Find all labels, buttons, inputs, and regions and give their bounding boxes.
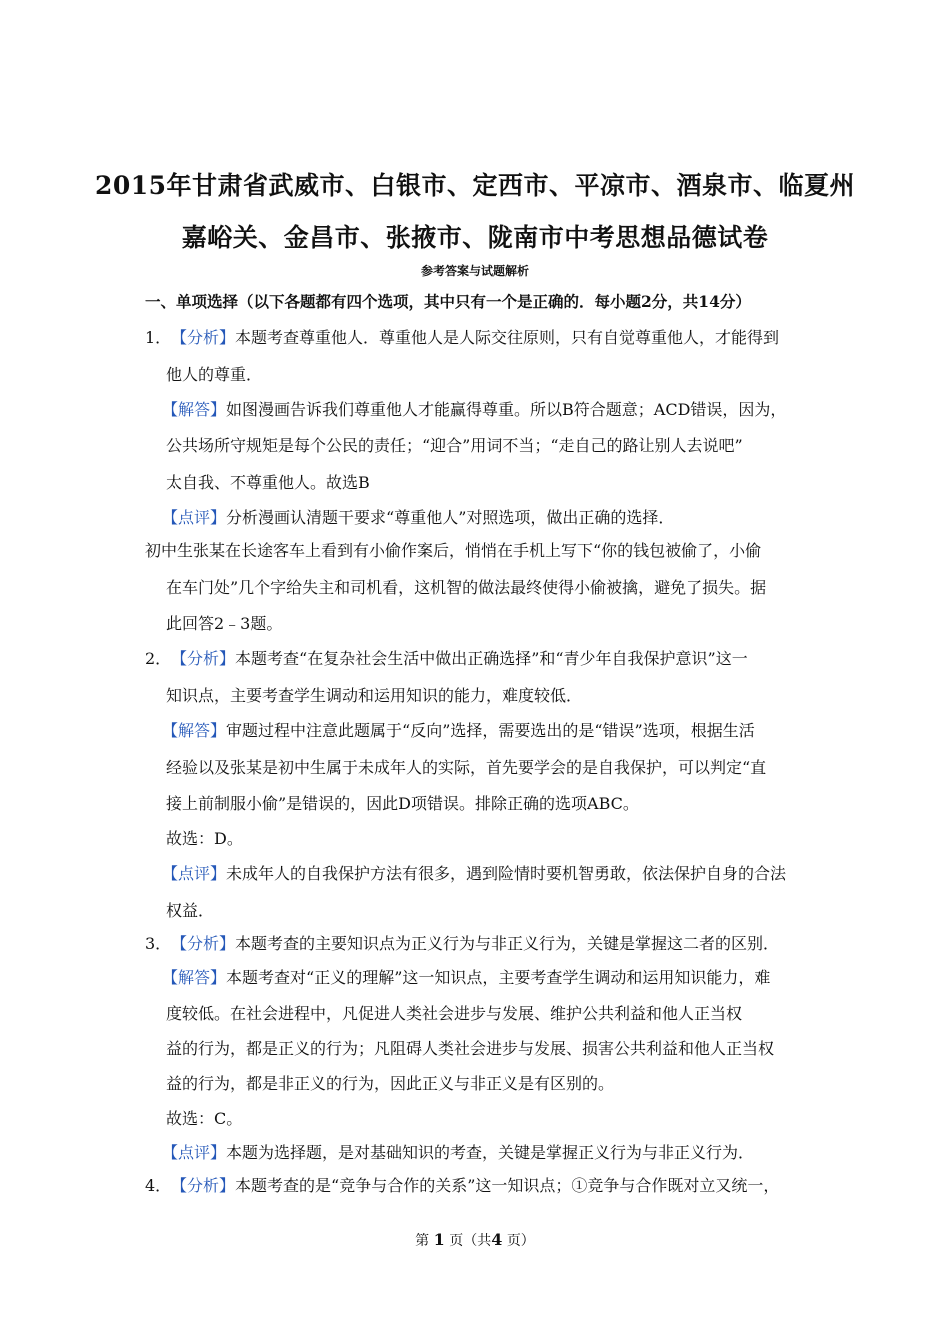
analysis-tag: 【分析】	[171, 934, 236, 953]
q1-analysis-line: 他人的尊重．	[166, 365, 263, 384]
section-heading: 一、单项选择（以下各题都有四个选项，其中只有一个是正确的．每小题2分，共14分）	[145, 292, 751, 311]
q3-answer-line	[162, 965, 770, 988]
q2-answer-line	[162, 718, 755, 741]
footer-prefix: 第	[415, 1233, 430, 1249]
q1-answer-line	[162, 397, 786, 420]
q2-number: 2．	[145, 649, 172, 668]
comment-tag: 【点评】	[162, 864, 227, 883]
answer-tag: 【解答】	[162, 968, 227, 987]
footer-suffix: 页）	[506, 1233, 535, 1249]
q1-comment-line	[162, 505, 674, 528]
q3-answer-text: 本题考查对“正义的理解”这一知识点，主要考查学生调动和运用知识能力，难	[226, 968, 771, 987]
q3-choice: 故选：C。	[166, 1109, 243, 1128]
q2-comment-line: 权益．	[166, 901, 215, 920]
q4-analysis-line	[145, 1173, 779, 1196]
q2-analysis-line	[145, 646, 748, 669]
q1-comment-text: 分析漫画认清题干要求“尊重他人”对照选项，做出正确的选择．	[226, 508, 675, 527]
document-title-line-2: 嘉峪关、金昌市、张掖市、陇南市中考思想品德试卷	[181, 223, 769, 252]
q1-analysis-line	[145, 325, 779, 348]
q4-number: 4．	[145, 1176, 172, 1195]
q1-number: 1．	[145, 328, 172, 347]
total-page-count: 4	[491, 1230, 503, 1249]
comment-tag: 【点评】	[162, 1143, 227, 1162]
intro-line: 初中生张某在长途客车上看到有小偷作案后，悄悄在手机上写下“你的钱包被偷了，小偷	[145, 541, 762, 560]
q2-analysis-line: 知识点，主要考查学生调动和运用知识的能力，难度较低．	[166, 686, 583, 705]
q1-answer-text: 如图漫画告诉我们尊重他人才能赢得尊重。所以B符合题意；ACD错误，因为，	[226, 400, 787, 419]
q2-comment-text: 未成年人的自我保护方法有很多，遇到险情时要机智勇敢，依法保护自身的合法	[226, 864, 787, 883]
intro-line: 在车门处”几个字给失主和司机看，这机智的做法最终使得小偷被擒，避免了损失。据	[166, 578, 767, 597]
answer-tag: 【解答】	[162, 721, 227, 740]
q3-answer-line: 度较低。在社会进程中，凡促进人类社会进步与发展、维护公共利益和他人正当权	[166, 1004, 743, 1023]
comment-tag: 【点评】	[162, 508, 227, 527]
q1-analysis-text: 本题考查尊重他人．尊重他人是人际交往原则，只有自觉尊重他人，才能得到	[235, 328, 780, 347]
intro-line: 此回答2﹣3题。	[166, 614, 283, 633]
q1-answer-line: 公共场所守规矩是每个公民的责任；“迎合”用词不当；“走自己的路让别人去说吧”	[166, 436, 743, 455]
answer-tag: 【解答】	[162, 400, 227, 419]
q4-analysis-text: 本题考查的是“竞争与合作的关系”这一知识点；①竞争与合作既对立又统一，	[235, 1176, 780, 1195]
page-footer	[0, 1230, 950, 1250]
document-subtitle: 参考答案与试题解析	[420, 264, 529, 278]
q2-comment-line	[162, 861, 786, 884]
analysis-tag: 【分析】	[171, 328, 236, 347]
analysis-tag: 【分析】	[171, 649, 236, 668]
analysis-tag: 【分析】	[171, 1176, 236, 1195]
q1-answer-line: 太自我、不尊重他人。故选B	[166, 473, 370, 492]
footer-middle: 页（共	[449, 1233, 492, 1249]
q2-analysis-text: 本题考查“在复杂社会生活中做出正确选择”和“青少年自我保护意识”这一	[235, 649, 748, 668]
q3-comment-line	[162, 1140, 754, 1163]
q2-answer-text: 审题过程中注意此题属于“反向”选择，需要选出的是“错误”选项，根据生活	[226, 721, 755, 740]
q3-analysis-line	[145, 931, 779, 954]
q3-analysis-text: 本题考查的主要知识点为正义行为与非正义行为，关键是掌握这二者的区别．	[235, 934, 780, 953]
document-title-line-1: 2015年甘肃省武威市、白银市、定西市、平凉市、酒泉市、临夏州	[94, 171, 856, 200]
q2-choice: 故选：D。	[166, 829, 243, 848]
q2-answer-line: 经验以及张某是初中生属于未成年人的实际，首先要学会的是自我保护，可以判定“直	[166, 758, 767, 777]
q3-number: 3．	[145, 934, 172, 953]
q2-answer-line: 接上前制服小偷”是错误的，因此D项错误。排除正确的选项ABC。	[166, 794, 639, 813]
current-page-number: 1	[433, 1230, 445, 1249]
q3-answer-line: 益的行为，都是非正义的行为，因此正义与非正义是有区别的。	[166, 1074, 615, 1093]
q3-answer-line: 益的行为，都是正义的行为；凡阻碍人类社会进步与发展、损害公共利益和他人正当权	[166, 1039, 775, 1058]
q3-comment-text: 本题为选择题，是对基础知识的考查，关键是掌握正义行为与非正义行为．	[226, 1143, 755, 1162]
